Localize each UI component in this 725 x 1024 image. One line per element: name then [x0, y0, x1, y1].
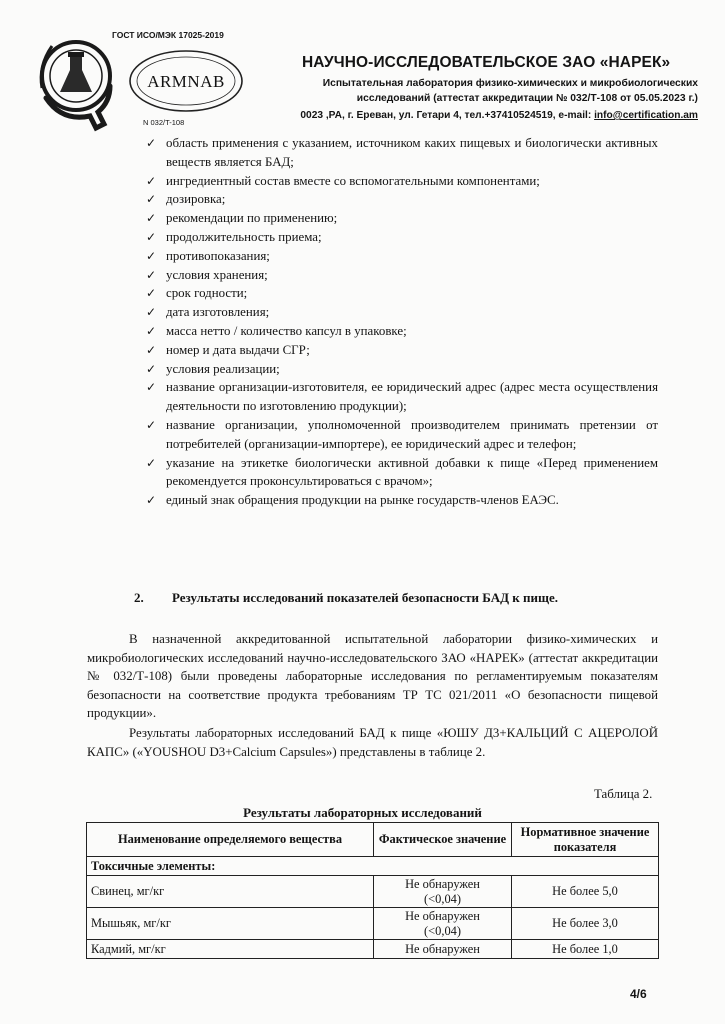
- actual-value-text: Не обнаружен: [405, 941, 480, 956]
- armnab-logo: [127, 48, 245, 114]
- list-item: ✓ масса нетто / количество капсул в упаковке;: [144, 322, 658, 341]
- list-item: ✓ условия реализации;: [144, 360, 658, 379]
- list-item: ✓ название организации, уполномоченной производителем принимать претензии от потребителей (организации-импортере), ее юридический адрес и телефон;: [144, 416, 658, 454]
- page-number: 4/6: [630, 987, 647, 1001]
- list-item: ✓ дозировка;: [144, 190, 658, 209]
- norm-value: Не более 5,0: [512, 876, 659, 908]
- list-item: ✓ противопоказания;: [144, 247, 658, 266]
- actual-value: [374, 876, 512, 908]
- labeling-requirements-list: [144, 134, 658, 510]
- table-row: [87, 940, 659, 959]
- lab-title: НАУЧНО-ИССЛЕДОВАТЕЛЬСКОЕ ЗАО «НАРЕК»: [302, 54, 671, 71]
- norm-value: Не более 3,0: [512, 908, 659, 940]
- list-item: ✓ срок годности;: [144, 284, 658, 303]
- list-item: ✓ единый знак обращения продукции на рынке государств-членов ЕАЭС.: [144, 491, 658, 510]
- email-link[interactable]: info@certification.am: [594, 110, 698, 121]
- address-text: 0023 ,РА, г. Ереван, ул. Гетари 4, тел.+37410524519, e-mail:: [300, 110, 595, 121]
- substance-name: Свинец, мг/кг: [87, 876, 374, 908]
- table-header-row: [87, 823, 659, 857]
- table-number: Таблица 2.: [594, 787, 653, 801]
- actual-value: [374, 940, 512, 959]
- table-row: [87, 876, 659, 908]
- table-caption: Результаты лабораторных исследований: [243, 805, 482, 820]
- list-item: ✓ ингредиентный состав вместе со вспомогательными компонентами;: [144, 172, 658, 191]
- substance-name: Кадмий, мг/кг: [87, 940, 374, 959]
- norm-value: Не более 1,0: [512, 940, 659, 959]
- list-item: ✓ указание на этикетке биологически активной добавки к пище «Перед применением рекомендуется проконсультироваться с врачом»;: [144, 454, 658, 492]
- list-item: ✓ рекомендации по применению;: [144, 209, 658, 228]
- list-item: ✓ продолжительность приема;: [144, 228, 658, 247]
- lab-address: [258, 110, 698, 121]
- lab-description-line1: Испытательная лаборатория физико-химических и микробиологических: [322, 78, 698, 89]
- section-number: 2.: [134, 590, 144, 605]
- group-label: Токсичные элементы:: [87, 857, 659, 876]
- actual-value-limit: (<0,04): [424, 923, 461, 938]
- paragraph-results-intro: Результаты лабораторных исследований БАД к пище «ЮШУ Д3+КАЛЬЦИЙ С АЦЕРОЛОЙ КАПС» («YOUSHOU D3+Calcium Capsules») представлены в таблице 2.: [87, 726, 658, 759]
- column-header-norm: Нормативное значение показателя: [512, 823, 659, 857]
- column-header-actual: Фактическое значение: [374, 823, 512, 857]
- substance-name: Мышьяк, мг/кг: [87, 908, 374, 940]
- section-title: Результаты исследований показателей безопасности БАД к пище.: [172, 590, 558, 605]
- actual-value-text: Не обнаружен: [405, 908, 480, 923]
- list-item: ✓ номер и дата выдачи СГР;: [144, 341, 658, 360]
- list-item: ✓ название организации-изготовителя, ее юридический адрес (адрес места осуществления деятельности по изготовлению продукции);: [144, 378, 658, 416]
- list-item: ✓ условия хранения;: [144, 266, 658, 285]
- paragraph-lab-info: В назначенной аккредитованной испытательной лаборатории физико-химических и микробиологических исследований научно-исследовательского ЗАО «НАРЕК» (аттестат аккредитации № 032/Т-108) были проведены лабораторные исследования по регламентируемым показателям безопасности на соответствие продукта требованиям ТР ТС 021/2011 «О безопасности пищевой продукции».: [87, 632, 658, 721]
- results-table: [86, 822, 659, 959]
- iso-standard-label: ГОСТ ИСО/МЭК 17025-2019: [112, 30, 224, 40]
- lab-description: [262, 76, 698, 106]
- column-header-substance: Наименование определяемого вещества: [87, 823, 374, 857]
- table-group-row: [87, 857, 659, 876]
- lab-description-line2: исследований (аттестат аккредитации № 032/Т-108 от 05.05.2023 г.): [356, 93, 698, 104]
- actual-value-text: Не обнаружен: [405, 876, 480, 891]
- accreditation-code: N 032/T-108: [143, 118, 185, 127]
- list-item: ✓ область применения с указанием, источником каких пищевых и биологически активных веществ является БАД;: [144, 134, 658, 172]
- narek-lab-logo: [32, 36, 122, 132]
- armnab-logo-text: ARMNAB: [147, 72, 225, 91]
- section-heading: [134, 590, 558, 606]
- list-item: ✓ дата изготовления;: [144, 303, 658, 322]
- actual-value: [374, 908, 512, 940]
- actual-value-limit: (<0,04): [424, 891, 461, 906]
- table-row: [87, 908, 659, 940]
